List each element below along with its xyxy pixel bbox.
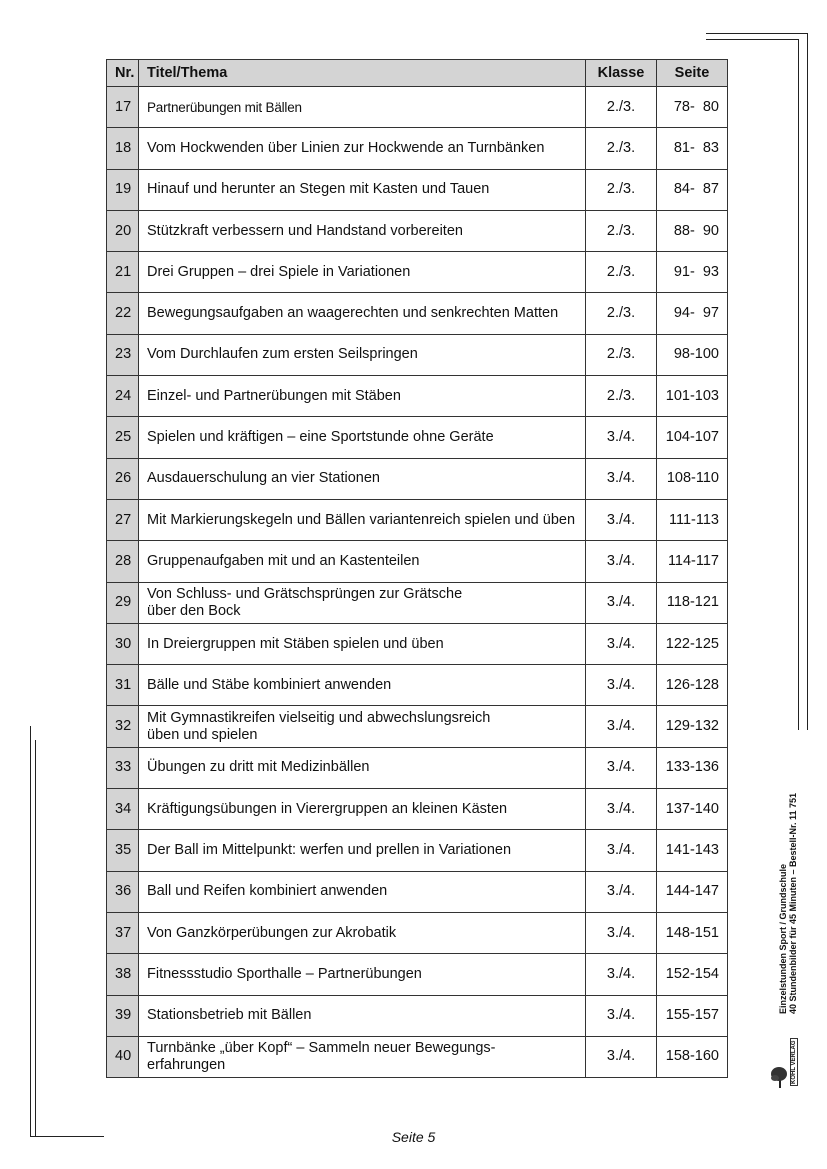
row-seite: 81- 83 xyxy=(657,128,728,169)
row-number: 34 xyxy=(107,789,139,830)
row-title: Gruppenaufgaben mit und an Kastenteilen xyxy=(139,541,586,582)
header-klasse: Klasse xyxy=(586,60,657,87)
row-number: 28 xyxy=(107,541,139,582)
row-title: Stützkraft verbessern und Handstand vorbereiten xyxy=(139,210,586,251)
side-book-info xyxy=(778,793,798,1014)
table-row xyxy=(107,871,728,912)
table-header-row xyxy=(107,60,728,87)
table-row xyxy=(107,376,728,417)
page-number: Seite 5 xyxy=(391,1129,436,1145)
table-row xyxy=(107,252,728,293)
table-row xyxy=(107,293,728,334)
row-seite: 126-128 xyxy=(657,665,728,706)
header-title: Titel/Thema xyxy=(139,60,586,87)
frame-line-right-inner xyxy=(798,39,799,730)
row-number: 29 xyxy=(107,582,139,623)
table-row xyxy=(107,169,728,210)
header-nr: Nr. xyxy=(107,60,139,87)
row-title: Übungen zu dritt mit Medizinbällen xyxy=(139,747,586,788)
row-number: 19 xyxy=(107,169,139,210)
row-klasse: 2./3. xyxy=(586,128,657,169)
table-row xyxy=(107,747,728,788)
row-seite: 84- 87 xyxy=(657,169,728,210)
side-info-line2: 40 Stundenbilder für 45 Minuten – Bestell-Nr. 11 751 xyxy=(788,792,798,1014)
row-number: 23 xyxy=(107,334,139,375)
row-title: Mit Gymnastikreifen vielseitig und abwechslungsreich üben und spielen xyxy=(139,706,586,747)
row-seite: 144-147 xyxy=(657,871,728,912)
row-title: Bewegungsaufgaben an waagerechten und senkrechten Matten xyxy=(139,293,586,334)
row-seite: 111-113 xyxy=(657,499,728,540)
row-title: Drei Gruppen – drei Spiele in Variationen xyxy=(139,252,586,293)
publisher-name: KOHL VERLAG xyxy=(791,1040,797,1084)
row-seite: 94- 97 xyxy=(657,293,728,334)
row-title: Mit Markierungskegeln und Bällen variantenreich spielen und üben xyxy=(139,499,586,540)
table-row xyxy=(107,1036,728,1077)
row-number: 36 xyxy=(107,871,139,912)
row-number: 17 xyxy=(107,87,139,128)
row-number: 32 xyxy=(107,706,139,747)
header-seite: Seite xyxy=(657,60,728,87)
frame-line-top-right-outer xyxy=(706,33,808,34)
row-klasse: 3./4. xyxy=(586,912,657,953)
row-title: Hinauf und herunter an Stegen mit Kasten und Tauen xyxy=(139,169,586,210)
row-seite: 114-117 xyxy=(657,541,728,582)
row-title: Der Ball im Mittelpunkt: werfen und prellen in Variationen xyxy=(139,830,586,871)
row-number: 39 xyxy=(107,995,139,1036)
row-klasse: 2./3. xyxy=(586,376,657,417)
table-row xyxy=(107,87,728,128)
row-title: Spielen und kräftigen – eine Sportstunde ohne Geräte xyxy=(139,417,586,458)
row-number: 35 xyxy=(107,830,139,871)
row-klasse: 2./3. xyxy=(586,334,657,375)
row-klasse: 3./4. xyxy=(586,499,657,540)
row-seite: 148-151 xyxy=(657,912,728,953)
row-number: 33 xyxy=(107,747,139,788)
row-number: 38 xyxy=(107,954,139,995)
row-klasse: 2./3. xyxy=(586,87,657,128)
row-klasse: 3./4. xyxy=(586,830,657,871)
row-title: Von Ganzkörperübungen zur Akrobatik xyxy=(139,912,586,953)
row-number: 22 xyxy=(107,293,139,334)
frame-line-right-outer xyxy=(807,33,808,730)
frame-line-left-outer xyxy=(30,726,31,1137)
row-klasse: 2./3. xyxy=(586,252,657,293)
row-number: 20 xyxy=(107,210,139,251)
row-title: Stationsbetrieb mit Bällen xyxy=(139,995,586,1036)
table-row xyxy=(107,954,728,995)
row-klasse: 2./3. xyxy=(586,210,657,251)
row-title: Kräftigungsübungen in Vierergruppen an kleinen Kästen xyxy=(139,789,586,830)
row-seite: 152-154 xyxy=(657,954,728,995)
row-seite: 141-143 xyxy=(657,830,728,871)
row-seite: 155-157 xyxy=(657,995,728,1036)
row-seite: 88- 90 xyxy=(657,210,728,251)
row-klasse: 3./4. xyxy=(586,665,657,706)
row-title: Fitnessstudio Sporthalle – Partnerübungen xyxy=(139,954,586,995)
row-klasse: 3./4. xyxy=(586,1036,657,1077)
row-number: 31 xyxy=(107,665,139,706)
row-number: 24 xyxy=(107,376,139,417)
row-seite: 91- 93 xyxy=(657,252,728,293)
row-seite: 118-121 xyxy=(657,582,728,623)
row-number: 26 xyxy=(107,458,139,499)
frame-line-top-right-inner xyxy=(706,39,799,40)
table-row xyxy=(107,830,728,871)
table-of-contents xyxy=(106,59,728,1078)
row-seite: 122-125 xyxy=(657,623,728,664)
side-info-line1: Einzelstunden Sport / Grundschule xyxy=(778,863,788,1014)
row-number: 37 xyxy=(107,912,139,953)
row-number: 30 xyxy=(107,623,139,664)
row-title: Ausdauerschulung an vier Stationen xyxy=(139,458,586,499)
table-row xyxy=(107,128,728,169)
table-row xyxy=(107,541,728,582)
row-title: Einzel- und Partnerübungen mit Stäben xyxy=(139,376,586,417)
row-klasse: 3./4. xyxy=(586,541,657,582)
publisher-logo xyxy=(770,1040,800,1090)
row-number: 21 xyxy=(107,252,139,293)
row-seite: 101-103 xyxy=(657,376,728,417)
row-title: Partnerübungen mit Bällen xyxy=(139,87,586,128)
row-klasse: 3./4. xyxy=(586,582,657,623)
row-klasse: 3./4. xyxy=(586,954,657,995)
row-klasse: 3./4. xyxy=(586,789,657,830)
row-number: 27 xyxy=(107,499,139,540)
row-klasse: 2./3. xyxy=(586,293,657,334)
row-number: 40 xyxy=(107,1036,139,1077)
table-row xyxy=(107,458,728,499)
row-seite: 158-160 xyxy=(657,1036,728,1077)
row-seite: 137-140 xyxy=(657,789,728,830)
frame-line-left-inner xyxy=(35,740,36,1137)
row-seite: 133-136 xyxy=(657,747,728,788)
row-klasse: 3./4. xyxy=(586,458,657,499)
table-row xyxy=(107,665,728,706)
table-row xyxy=(107,623,728,664)
table-row xyxy=(107,995,728,1036)
row-klasse: 3./4. xyxy=(586,417,657,458)
table-row xyxy=(107,582,728,623)
table-row xyxy=(107,334,728,375)
row-seite: 129-132 xyxy=(657,706,728,747)
row-klasse: 3./4. xyxy=(586,623,657,664)
table-row xyxy=(107,210,728,251)
row-klasse: 3./4. xyxy=(586,747,657,788)
row-title: Von Schluss- und Grätschsprüngen zur Grätsche über den Bock xyxy=(139,582,586,623)
row-title: Vom Hockwenden über Linien zur Hockwende an Turnbänken xyxy=(139,128,586,169)
table-row xyxy=(107,706,728,747)
row-seite: 104-107 xyxy=(657,417,728,458)
table-body xyxy=(107,87,728,1078)
row-title: In Dreiergruppen mit Stäben spielen und üben xyxy=(139,623,586,664)
table-row xyxy=(107,417,728,458)
row-seite: 98-100 xyxy=(657,334,728,375)
table-row xyxy=(107,499,728,540)
row-klasse: 3./4. xyxy=(586,871,657,912)
row-seite: 108-110 xyxy=(657,458,728,499)
row-title: Ball und Reifen kombiniert anwenden xyxy=(139,871,586,912)
row-klasse: 3./4. xyxy=(586,706,657,747)
row-number: 25 xyxy=(107,417,139,458)
table-row xyxy=(107,789,728,830)
row-seite: 78- 80 xyxy=(657,87,728,128)
row-title: Bälle und Stäbe kombiniert anwenden xyxy=(139,665,586,706)
row-title: Turnbänke „über Kopf“ – Sammeln neuer Bewegungs- erfahrungen xyxy=(139,1036,586,1077)
row-number: 18 xyxy=(107,128,139,169)
row-klasse: 3./4. xyxy=(586,995,657,1036)
row-title: Vom Durchlaufen zum ersten Seilspringen xyxy=(139,334,586,375)
table-row xyxy=(107,912,728,953)
row-klasse: 2./3. xyxy=(586,169,657,210)
